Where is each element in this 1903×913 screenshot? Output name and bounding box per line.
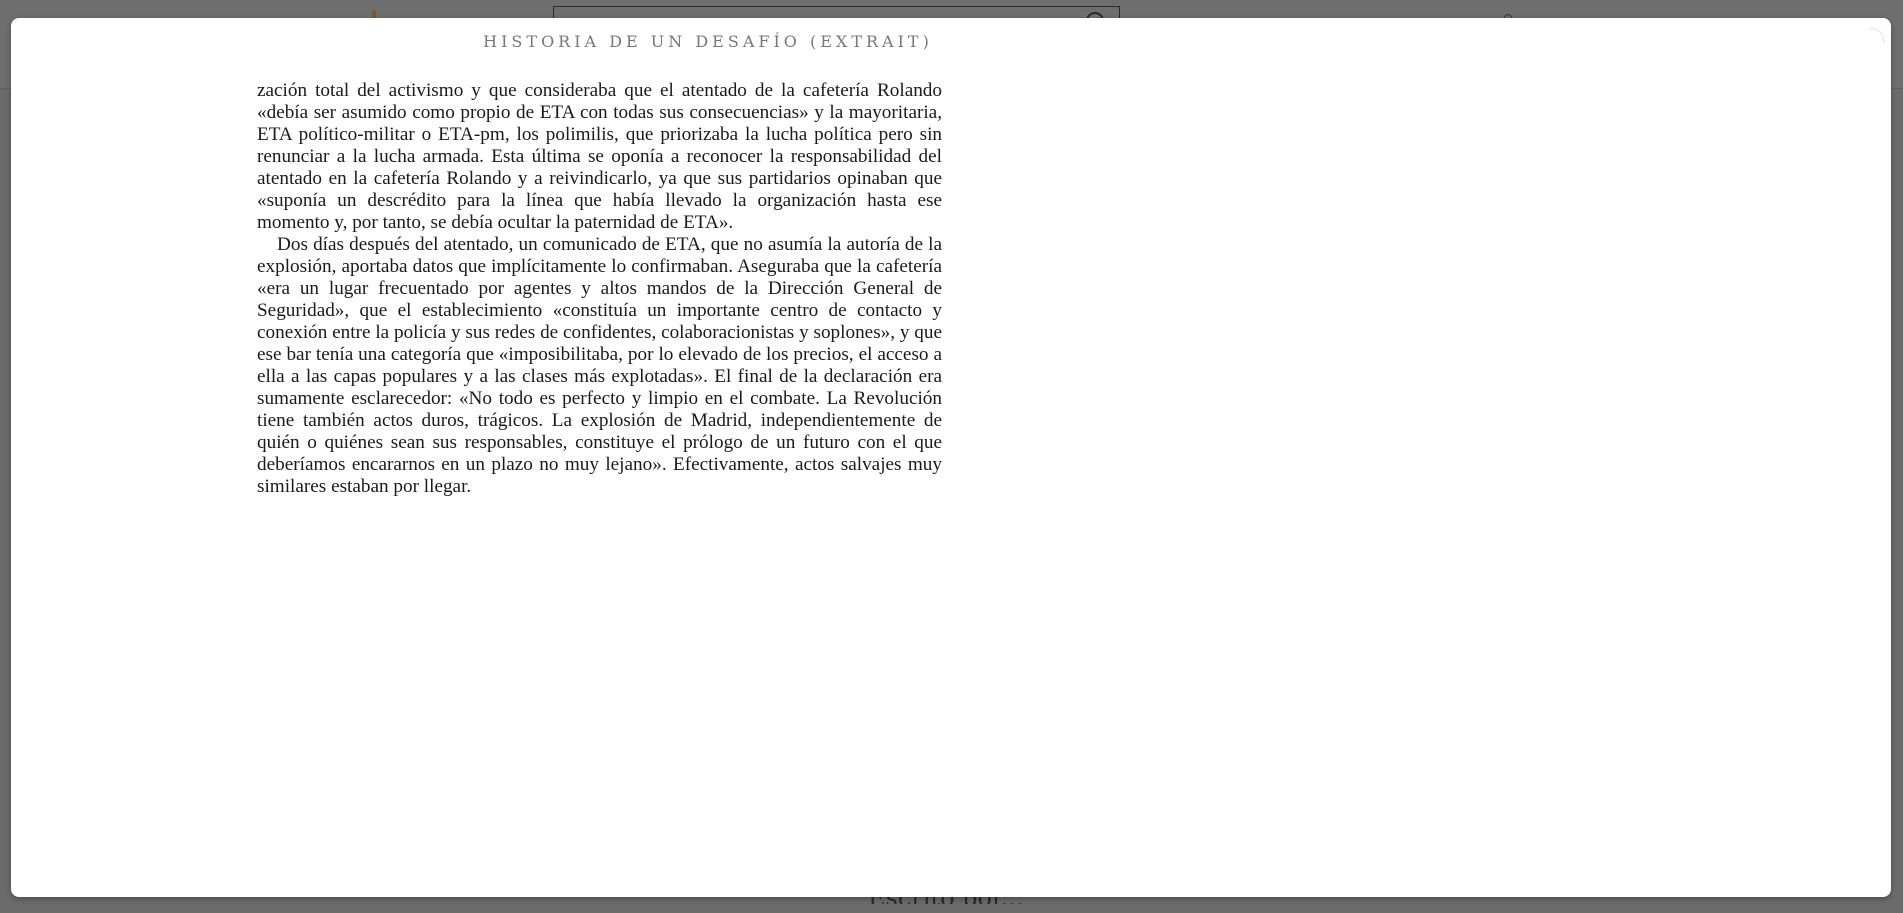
close-icon[interactable] bbox=[1863, 24, 1885, 46]
reader-modal bbox=[11, 18, 1891, 897]
paragraph: Dos días después del atentado, un comunicado de ETA, que no asumía la autoría de la explosión, aportaba datos que implícitamente lo confirmaban. Aseguraba que la cafetería «era un lugar frecuentado por agentes y altos mandos de la Dirección General de Seguridad», que el establecimiento «constituía un importante centro de contacto y conexión entre la policía y sus redes de confidentes, colaboracionistas y soplones», y que ese bar tenía una categoría que «imposibilitaba, por lo elevado de los precios, el acceso a ella a las capas populares y a las clases más explotadas». El final de la declaración era sumamente esclarecedor: «No todo es perfecto y limpio en el combate. La Revolución tiene también actos duros, trágicos. La explosión de Madrid, independientemente de quién o quiénes sean sus responsables, constituye el prólogo de un futuro con el que deberíamos encararnos en un plazo no muy lejano». Efectivamente, actos salvajes muy similares estaban por llegar. bbox=[257, 234, 942, 497]
modal-title: HISTORIA DE UN DESAFÍO (EXTRAIT) bbox=[483, 32, 933, 51]
paragraph: zación total del activismo y que consideraba que el atentado de la cafetería Rolando «debía ser asumido como propio de ETA con todas sus consecuencias» y la mayoritaria, ETA político-militar o ETA-pm, los polimilis, que priorizaba la lucha política pero sin renunciar a la lucha armada. Esta última se oponía a reconocer la responsabilidad del atentado en la cafetería Rolando y a reivindicarlo, ya que sus partidarios opinaban que «suponía un descrédito para la línea que había llevado la organización hasta ese momento y, por tanto, se debía ocultar la paternidad de ETA». bbox=[257, 80, 942, 233]
book-page-text bbox=[257, 80, 942, 498]
